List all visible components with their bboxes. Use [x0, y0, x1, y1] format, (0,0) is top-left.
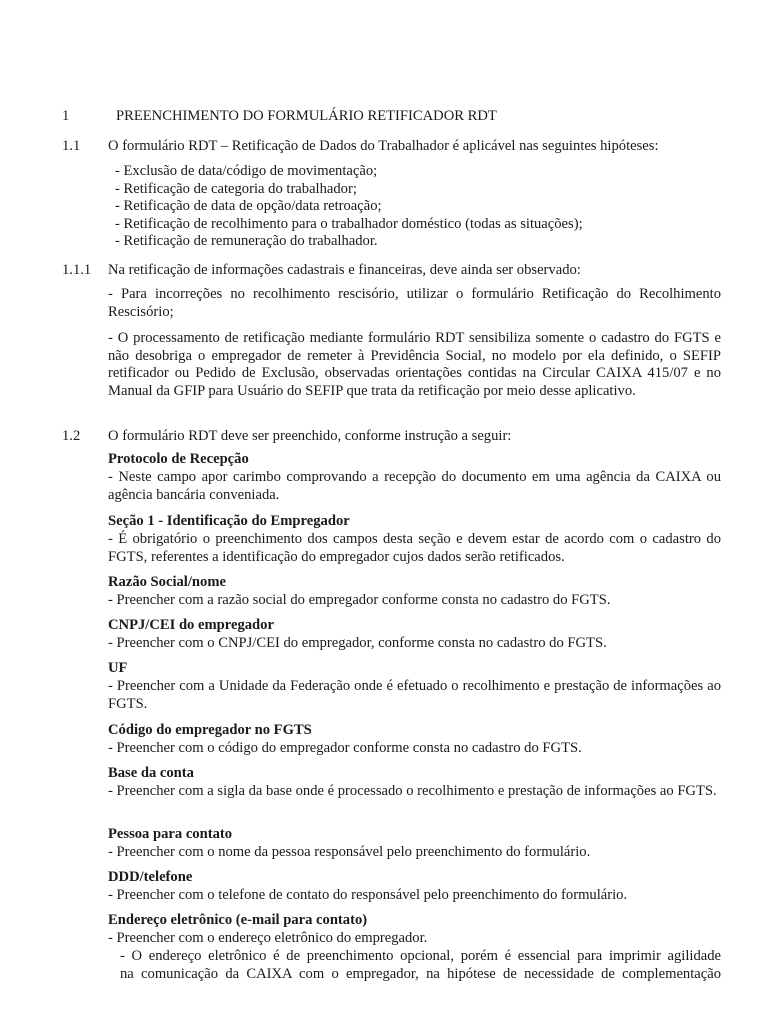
hypotheses-list	[115, 163, 583, 251]
email-note-line: na comunicação da CAIXA com o empregador, na hipótese de necessidade de complementação	[120, 966, 721, 982]
field-description: - Preencher com a Unidade da Federação onde é efetuado o recolhimento e prestação de informações ao FGTS.	[108, 678, 721, 712]
field-title: Endereço eletrônico (e-mail para contato)	[108, 912, 368, 928]
field-title: Pessoa para contato	[108, 826, 233, 842]
field-description: - Preencher com o código do empregador conforme consta no cadastro do FGTS.	[108, 740, 582, 756]
field-title: Base da conta	[108, 765, 194, 781]
field-title: Seção 1 - Identificação do Empregador	[108, 513, 350, 529]
field-description: - Preencher com o CNPJ/CEI do empregador, conforme consta no cadastro do FGTS.	[108, 635, 607, 651]
field-description: - Neste campo apor carimbo comprovando a recepção do documento em uma agência da CAIXA ou agência bancária conveniada.	[108, 469, 721, 503]
field-title: DDD/telefone	[108, 869, 193, 885]
field-title: Código do empregador no FGTS	[108, 722, 312, 738]
paragraph-processamento: - O processamento de retificação mediante formulário RDT sensibiliza somente o cadastro do FGTS e não desobriga o empregador de remeter à Previdência Social, no modelo por ela definido, o SEFIP retificador ou Pedido de Exclusão, observadas orientações contidas na Circular CAIXA 415/07 e no Manual da GFIP para Usuário do SEFIP que trata da retificação por meio desse aplicativo.	[108, 330, 721, 399]
list-item: - Retificação de recolhimento para o trabalhador doméstico (todas as situações);	[115, 215, 583, 232]
section-1-1-1-number: 1.1.1	[62, 262, 92, 278]
field-description: - Preencher com a razão social do empregador conforme consta no cadastro do FGTS.	[108, 592, 611, 608]
field-title: UF	[108, 660, 128, 676]
field-title: CNPJ/CEI do empregador	[108, 617, 274, 633]
section-1-number: 1	[62, 108, 70, 124]
list-item: - Exclusão de data/código de movimentação;	[115, 163, 378, 179]
paragraph-rescisorio: - Para incorreções no recolhimento rescisório, utilizar o formulário Retificação do Recolhimento Rescisório;	[108, 286, 721, 320]
section-1-1-1-text: Na retificação de informações cadastrais e financeiras, deve ainda ser observado:	[108, 262, 581, 278]
list-item: - Retificação de remuneração do trabalhador.	[115, 233, 378, 249]
field-description: - Preencher com o nome da pessoa responsável pelo preenchimento do formulário.	[108, 844, 591, 860]
list-item: - Retificação de data de opção/data retroação;	[115, 198, 382, 214]
section-1-title: PREENCHIMENTO DO FORMULÁRIO RETIFICADOR RDT	[116, 108, 497, 124]
field-description: - Preencher com o endereço eletrônico do empregador.	[108, 930, 428, 946]
field-title: Razão Social/nome	[108, 574, 226, 590]
field-description: - Preencher com o telefone de contato do responsável pelo preenchimento do formulário.	[108, 887, 628, 903]
field-title: Protocolo de Recepção	[108, 451, 249, 467]
email-note-line: - O endereço eletrônico é de preenchimento opcional, porém é essencial para imprimir agilidade	[120, 948, 721, 964]
section-1-2-number: 1.2	[62, 428, 81, 444]
list-item: - Retificação de categoria do trabalhador;	[115, 180, 357, 197]
section-1-2-text: O formulário RDT deve ser preenchido, conforme instrução a seguir:	[108, 428, 512, 444]
section-1-1-text: O formulário RDT – Retificação de Dados do Trabalhador é aplicável nas seguintes hipóteses:	[108, 138, 659, 154]
section-1-1-number: 1.1	[62, 138, 81, 154]
field-description: - É obrigatório o preenchimento dos campos desta seção e devem estar de acordo com o cadastro do FGTS, referentes a identificação do empregador cujos dados serão retificados.	[108, 531, 721, 565]
field-description: - Preencher com a sigla da base onde é processado o recolhimento e prestação de informações ao FGTS.	[108, 783, 717, 799]
